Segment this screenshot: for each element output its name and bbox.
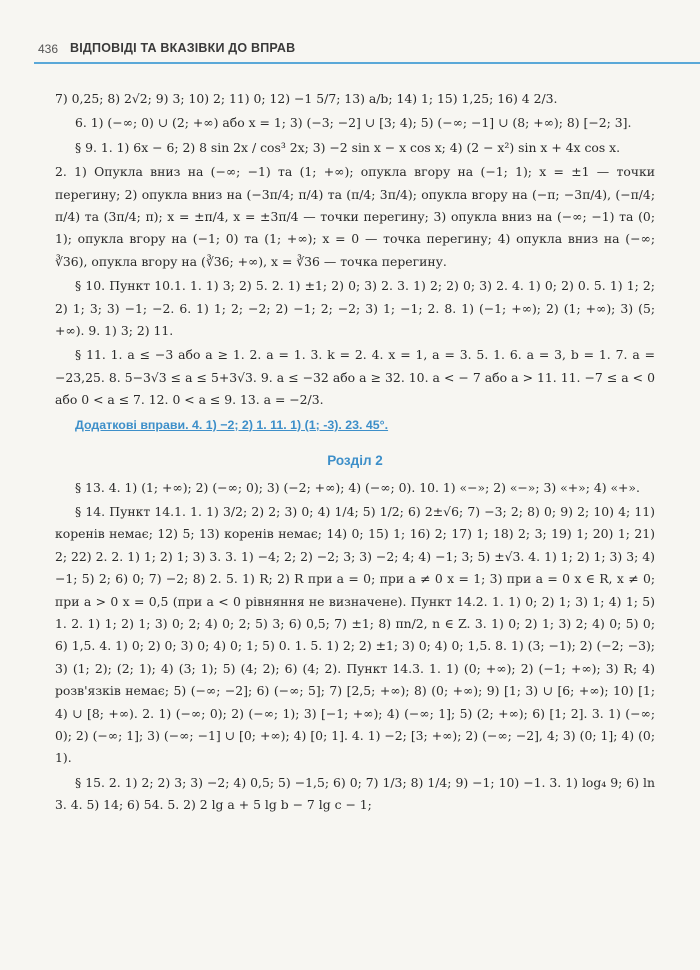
- answers-body: [55, 88, 655, 819]
- section-15-answers: § 15. 2. 1) 2; 2) 3; 3) −2; 4) 0,5; 5) −1,5; 6) 0; 7) 1/3; 8) 1/4; 9) −1; 10) −1. 3. 1) log₄ 9; 6) ln 3. 4. 5) 14; 6) 54. 5. 2) 2 lg a + 5 lg b − 7 lg c − 1;: [55, 774, 655, 813]
- page-header: [0, 0, 700, 66]
- answers-item-6: 6. 1) (−∞; 0) ∪ (2; +∞) або x = 1; 3) (−3; −2] ∪ [3; 4); 5) (−∞; −1] ∪ (8; +∞); 8) [−2; 3].: [75, 115, 632, 131]
- chapter-title: Розділ 2: [327, 453, 383, 469]
- running-head: ВІДПОВІДІ ТА ВКАЗІВКИ ДО ВПРАВ: [70, 41, 296, 55]
- section-14-answers: § 14. Пункт 14.1. 1. 1) 3/2; 2) 2; 3) 0; 4) 1/4; 5) 1/2; 6) 2±√6; 7) −3; 2; 8) 0; 9) 2; 10) 4; 11) коренів немає; 12) 5; 13) коренів немає; 14) 0; 15) 1; 16) 2; 17) 1; 18) 2; 3; 19) 1; 20) 1; 21) 2; 22) 2. 2. 1) 1; 2) 1; 3) 3. 3. 1) −4; 2; 2) −2; 3; 3) −2; 4; 4) −1; 3; 5) ±√3. 4. 1) 1; 2) 1; 3) 3; 4) −1; 5) 2; 6) 0; 7) −2; 8) 2. 5. 1) R; 2) R при a = 0; при a ≠ 0 x = 1; 3) при a = 0 x ∈ R, x ≠ 0; при a > 0 x = 0,5 (при a < 0 рівняння не визначене). Пункт 14.2. 1. 1) 0; 2) 1; 3) 1; 4) 1; 5) 1. 2. 1) 1; 2) 1; 3) 0; 2; 4) 0; 2; 5) 3; 6) 0,5; 7) ±1; 8) πn/2, n ∈ Z. 3. 1) 0; 2) 1; 3) 2; 4) 0; 5) 0; 6) 1,5. 4. 1) 0; 2) 0; 3) 0; 4) 0; 1; 5) 0. 1. 5. 1) 2; 2) ±1; 3) 0; 4) 0; 1,5. 8. 1) (3; −1); 2) (−2; −3); 3) (1; 2); (2; 1); 4) (3; 1); 5) (4; 2); 6) (4; 2). Пункт 14.3. 1. 1) (0; +∞); 2) (−1; +∞); 3) R; 4) розв'язків немає; 5) (−∞; −2]; 6) (−∞; 5]; 7) [2,5; +∞); 8) (0; +∞); 9) [1; 3) ∪ [6; +∞); 10) [1; 4) ∪ [8; +∞). 2. 1) (−∞; 0); 2) (−∞; 1); 3) [−1; +∞); 4) (−∞; 1]; 5) (2; +∞); 6) [1; 2]. 3. 1) (−∞; 0); 2) (−∞; 1]; 3) (−∞; −1] ∪ [0; +∞); 4) [0; 1]. 4. 1) −2; [3; +∞); 2) (−∞; −2], 4; 3) (0; 1]; 4) (0; 1).: [55, 503, 655, 766]
- section-11-answers: § 11. 1. a ≤ −3 або a ≥ 1. 2. a = 1. 3. k = 2. 4. x = 1, a = 3. 5. 1. 6. a = 3, b = 1. 7. a = −23,25. 8. 5−3√3 ≤ a ≤ 5+3√3. 9. a ≤ −32 або a ≥ 32. 10. a < − 7 або a > 11. 11. −7 ≤ a < 0 або 0 < a ≤ 7. 12. 0 < a ≤ 9. 13. a = −2/3.: [55, 347, 655, 408]
- section-9-item-2: 2. 1) Опукла вниз на (−∞; −1) та (1; +∞); опукла вгору на (−1; 1); x = ±1 — точки перегину; 2) опукла вниз на (−3π/4; π/4) та (π/4; 3π/4); опукла вгору на (−π; −3π/4), (−π/4; π/4) та (3π/4; π); x = ±π/4, x = ±3π/4 — точки перегину; 3) опукла вниз на (−∞; −1) та (0; 1); опукла вгору на (−1; 0) та (1; +∞); x = 0 — точка перегину; 4) опукла вниз на (−∞; ∛36), опукла вгору на (∛36; +∞), x = ∛36 — точка перегину.: [55, 164, 655, 269]
- additional-exercises: Додаткові вправи. 4. 1) −2; 2) 1. 11. 1) (1; -3). 23. 45°.: [75, 417, 389, 432]
- section-13-answers: § 13. 4. 1) (1; +∞); 2) (−∞; 0); 3) (−2; +∞); 4) (−∞; 0). 10. 1) «−»; 2) «−»; 3) «+»; 4) «+».: [75, 479, 640, 495]
- section-9-answers: § 9. 1. 1) 6x − 6; 2) 8 sin 2x / cos³ 2x; 3) −2 sin x − x cos x; 4) (2 − x²) sin x + 4x cos x.: [75, 139, 621, 155]
- header-rule: [34, 62, 700, 64]
- answers-line: 7) 0,25; 8) 2√2; 9) 3; 10) 2; 11) 0; 12) −1 5/7; 13) a/b; 14) 1; 15) 1,25; 16) 4 2/3.: [55, 91, 558, 106]
- section-10-answers: § 10. Пункт 10.1. 1. 1) 3; 2) 5. 2. 1) ±1; 2) 0; 3) 2. 3. 1) 2; 2) 0; 3) 2. 4. 1) 0; 2) 0. 5. 1) 1; 2; 2) 1; 3; 3) −1; −2. 6. 1) 1; 2; −2; 2) −1; 2; −2; 3) 1; −1; 2. 8. 1) (−1; +∞); 2) (1; +∞); 3) (5; +∞). 9. 1) 3; 2) 11.: [55, 278, 655, 339]
- page-number: 436: [38, 42, 59, 56]
